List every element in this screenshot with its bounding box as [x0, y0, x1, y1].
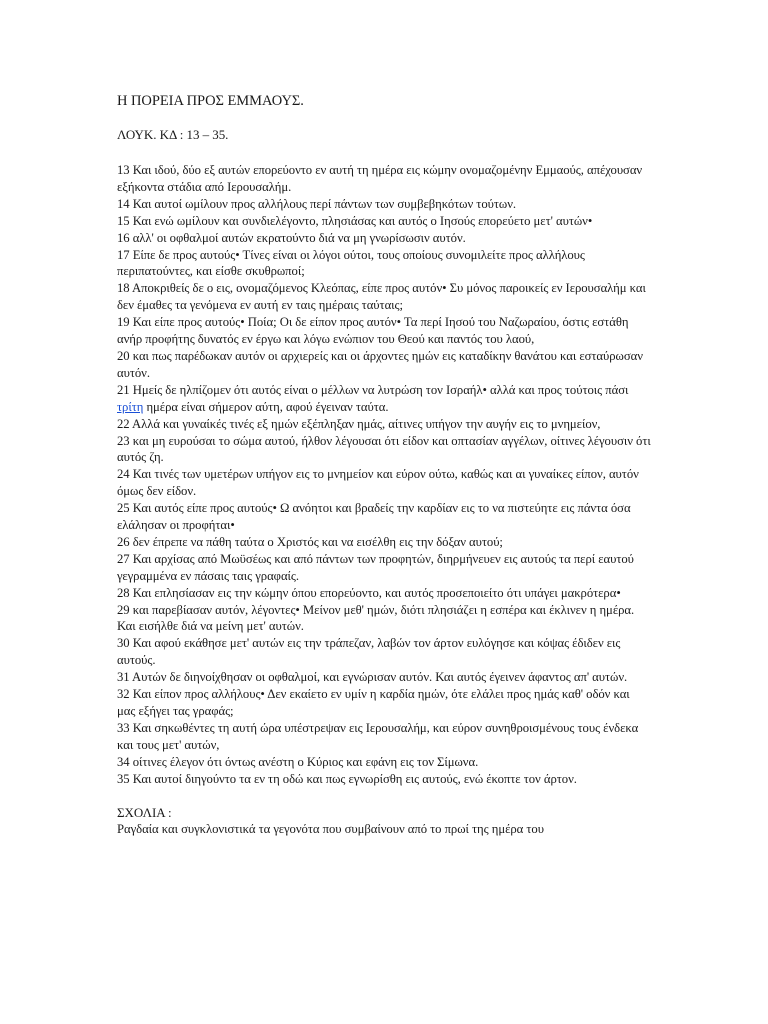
- verse-29: 29 και παρεβίασαν αυτόν, λέγοντες• Μείνον μεθ' ημών, διότι πλησιάζει η εσπέρα και έκλινεν η ημέρα. Και εισήλθε διά να μείνη μετ' αυτών.: [117, 602, 635, 634]
- verse-17: 17 Είπε δε προς αυτούς• Τίνες είναι οι λόγοι ούτοι, τους οποίους συνομιλείτε προς αλλήλους περιπατούντες, και είσθε σκυθρωποί;: [117, 247, 585, 279]
- verse-28: 28 Και επλησίασαν εις την κώμην όπου επορεύοντο, και αυτός προσεποιείτο ότι υπάγει μακρότερα•: [117, 585, 621, 600]
- verse-27: 27 Και αρχίσας από Μωϋσέως και από πάντων των προφητών, διηρμήνευεν εις αυτούς τα περί εαυτού γεγραμμένα εν πάσαις ταις γραφαίς.: [117, 551, 634, 583]
- verse-21-text-before: 21 Ημείς δε ηλπίζομεν ότι αυτός είναι ο μέλλων να λυτρώση τον Ισραήλ• αλλά και προς τούτοις πάσι: [117, 382, 629, 397]
- scripture-reference: ΛΟΥΚ. ΚΔ : 13 – 35.: [117, 127, 229, 142]
- verse-20: 20 και πως παρέδωκαν αυτόν οι αρχιερείς και οι άρχοντες ημών εις καταδίκην θανάτου και εσταύρωσαν αυτόν.: [117, 348, 643, 380]
- verse-23: 23 και μη ευρούσαι το σώμα αυτού, ήλθον λέγουσαι ότι είδον και οπτασίαν αγγέλων, οίτινες λέγουσιν ότι αυτός ζη.: [117, 433, 651, 465]
- verse-26: 26 δεν έπρεπε να πάθη ταύτα ο Χριστός και να εισέλθη εις την δόξαν αυτού;: [117, 534, 503, 549]
- verse-33: 33 Και σηκωθέντες τη αυτή ώρα υπέστρεψαν εις Ιερουσαλήμ, και εύρον συνηθροισμένους τους ένδεκα και τους μετ' αυτών,: [117, 720, 639, 752]
- verse-list: [117, 162, 651, 788]
- verse-16: 16 αλλ' οι οφθαλμοί αυτών εκρατούντο διά να μη γνωρίσωσιν αυτόν.: [117, 230, 466, 245]
- verse-22: 22 Αλλά και γυναίκές τινές εξ ημών εξέπληξαν ημάς, αίτινες υπήγον την αυγήν εις το μνημείον,: [117, 416, 601, 431]
- verse-25: 25 Και αυτός είπε προς αυτούς• Ω ανόητοι και βραδείς την καρδίαν εις το να πιστεύητε εις πάντα όσα ελάλησαν οι προφήται•: [117, 501, 631, 533]
- verse-19: 19 Και είπε προς αυτούς• Ποία; Οι δε είπον προς αυτόν• Τα περί Ιησού του Ναζωραίου, όστις εστάθη ανήρ προφήτης δυνατός εν έργω και λόγω ενώπιον του Θεού και παντός του λαού,: [117, 315, 629, 347]
- verse-31: 31 Αυτών δε διηνοίχθησαν οι οφθαλμοί, και εγνώρισαν αυτόν. Και αυτός έγεινεν άφαντος απ' αυτών.: [117, 670, 628, 685]
- notes-heading: ΣΧΟΛΙΑ :: [117, 804, 172, 820]
- verse-15: 15 Και ενώ ωμίλουν και συνδιελέγοντο, πλησιάσας και αυτός ο Ιησούς επορεύετο μετ' αυτών•: [117, 213, 593, 228]
- verse-34: 34 οίτινες έλεγον ότι όντως ανέστη ο Κύριος και εφάνη εις τον Σίμωνα.: [117, 754, 479, 769]
- verse-32: 32 Και είπον προς αλλήλους• Δεν εκαίετο εν υμίν η καρδία ημών, ότε ελάλει προς ημάς καθ' οδόν και μας εξήγει τας γραφάς;: [117, 687, 630, 718]
- hyperlink-triti[interactable]: τρίτη: [117, 399, 144, 414]
- document-title: Η ΠΟΡΕΙΑ ΠΡΟΣ ΕΜΜΑΟΥΣ.: [117, 93, 304, 109]
- verse-35: 35 Και αυτοί διηγούντο τα εν τη οδώ και πως εγνωρίσθη εις αυτούς, ενώ έκοπτε τον άρτον.: [117, 771, 577, 786]
- notes-paragraph: Ραγδαία και συγκλονιστικά τα γεγονότα που συμβαίνουν από το πρωί της ημέρα του: [117, 822, 544, 837]
- verse-18: 18 Αποκριθείς δε ο εις, ονομαζόμενος Κλεόπας, είπε προς αυτόν• Συ μόνος παροικείς εν Ιερουσαλήμ και δεν έμαθες τα γενόμενα εν αυτή εν ταις ημέραις ταύταις;: [117, 281, 646, 313]
- verse-21-text-after: ημέρα είναι σήμερον αύτη, αφού έγειναν ταύτα.: [143, 399, 389, 414]
- verse-14: 14 Και αυτοί ωμίλουν προς αλλήλους περί πάντων των συμβεβηκότων τούτων.: [117, 196, 517, 211]
- verse-21: [117, 382, 651, 416]
- verse-13: 13 Και ιδού, δύο εξ αυτών επορεύοντο εν αυτή τη ημέρα εις κώμην ονομαζομένην Εμμαούς, απέχουσαν εξήκοντα στάδια από Ιερουσαλήμ.: [117, 163, 643, 194]
- verse-30: 30 Και αφού εκάθησε μετ' αυτών εις την τράπεζαν, λαβών τον άρτον ευλόγησε και κόψας έδιδεν εις αυτούς.: [117, 636, 621, 668]
- document-page: [117, 92, 651, 838]
- verse-24: 24 Και τινές των υμετέρων υπήγον εις το μνημείον και εύρον ούτω, καθώς και αι γυναίκες είπον, αυτόν όμως δεν είδον.: [117, 467, 639, 499]
